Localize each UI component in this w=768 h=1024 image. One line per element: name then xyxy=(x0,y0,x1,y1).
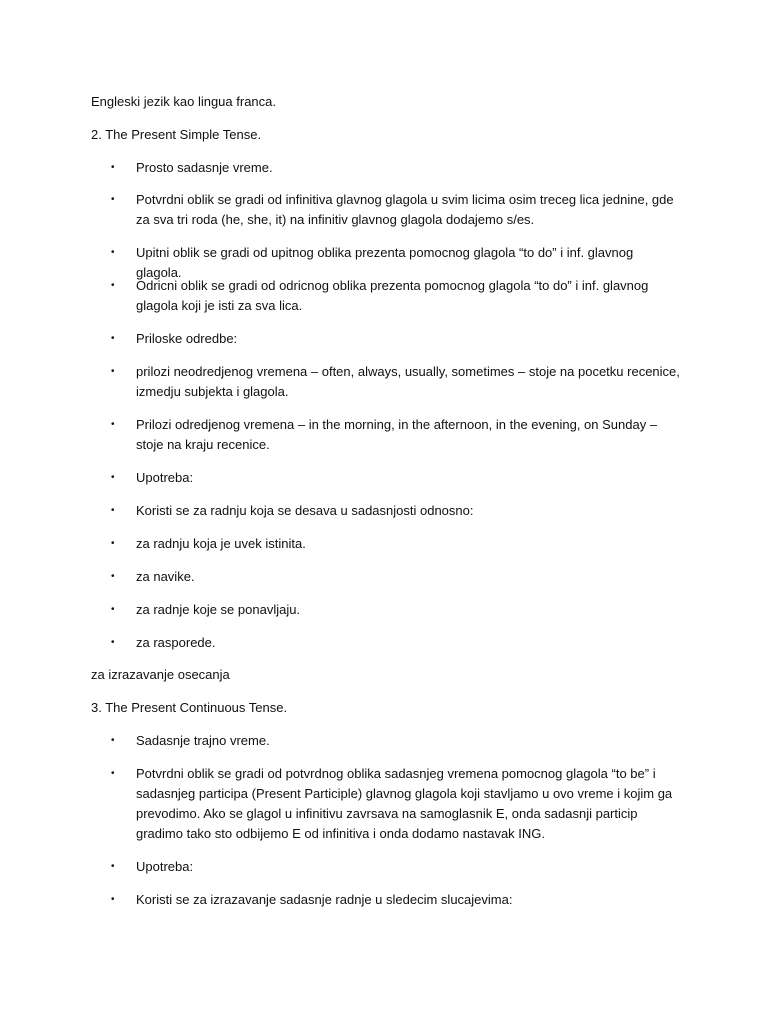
list-item-text: za radnje koje se ponavljaju. xyxy=(136,602,301,617)
plain-paragraph: za izrazavanje osecanja xyxy=(91,667,230,682)
bullet-icon: • xyxy=(111,571,115,582)
list-item-text: Odricni oblik se gradi od odricnog oblika prezenta pomocnog glagola “to do” i inf. glavnog glagola koji je isti za sva lica. xyxy=(136,278,649,313)
list-item-text: Upitni oblik se gradi od upitnog oblika prezenta pomocnog glagola “to do” i inf. glavnog glagola. xyxy=(136,245,634,280)
bullet-icon: • xyxy=(111,419,115,430)
bullet-icon: • xyxy=(111,162,115,173)
list-item-text: Koristi se za izrazavanje sadasnje radnje u sledecim slucajevima: xyxy=(136,892,513,907)
bullet-icon: • xyxy=(111,604,115,615)
list-item-text: Potvrdni oblik se gradi od potvrdnog oblika sadasnjeg vremena pomocnog glagola “to be” i sadasnjeg participa (Present Participle) glavnog glagola koji stavljamo u ovo vreme i kojim ga prevodimo. Ako se glagol u infinitivu zavrsava na samoglasnik E, onda sadasnji particip gradimo tako sto odbijemo E od infinitiva i onda dodamo nastavak ING. xyxy=(136,766,673,841)
list-item-text: Prilozi odredjenog vremena – in the morning, in the afternoon, in the evening, on Sunday – stoje na kraju recenice. xyxy=(136,417,658,452)
list-item-text: Priloske odredbe: xyxy=(136,331,238,346)
bullet-icon: • xyxy=(111,333,115,344)
bullet-icon: • xyxy=(111,637,115,648)
bullet-icon: • xyxy=(111,194,115,205)
list-item-text: za navike. xyxy=(136,569,195,584)
list-item-text: Sadasnje trajno vreme. xyxy=(136,733,270,748)
bullet-icon: • xyxy=(111,894,115,905)
list-item-text: Koristi se za radnju koja se desava u sadasnjosti odnosno: xyxy=(136,503,474,518)
list-item-text: za rasporede. xyxy=(136,635,216,650)
bullet-icon: • xyxy=(111,366,115,377)
section-3-title: 3. The Present Continuous Tense. xyxy=(91,700,288,715)
bullet-icon: • xyxy=(111,768,115,779)
list-item-text: Prosto sadasnje vreme. xyxy=(136,160,273,175)
section-2-title: 2. The Present Simple Tense. xyxy=(91,127,262,142)
bullet-icon: • xyxy=(111,735,115,746)
bullet-icon: • xyxy=(111,280,115,291)
bullet-icon: • xyxy=(111,538,115,549)
list-item-text: Upotreba: xyxy=(136,859,194,874)
document-heading: Engleski jezik kao lingua franca. xyxy=(91,94,276,109)
list-item-text: Potvrdni oblik se gradi od infinitiva glavnog glagola u svim licima osim treceg lica jednine, gde za sva tri roda (he, she, it) na infinitiv glavnog glagola dodajemo s/es. xyxy=(136,192,674,227)
list-item-text: Upotreba: xyxy=(136,470,194,485)
list-item-text: prilozi neodredjenog vremena – often, always, usually, sometimes – stoje na pocetku recenice, izmedju subjekta i glagola. xyxy=(136,364,680,399)
bullet-icon: • xyxy=(111,472,115,483)
bullet-icon: • xyxy=(111,247,115,258)
bullet-icon: • xyxy=(111,861,115,872)
bullet-icon: • xyxy=(111,505,115,516)
list-item-text: za radnju koja je uvek istinita. xyxy=(136,536,306,551)
